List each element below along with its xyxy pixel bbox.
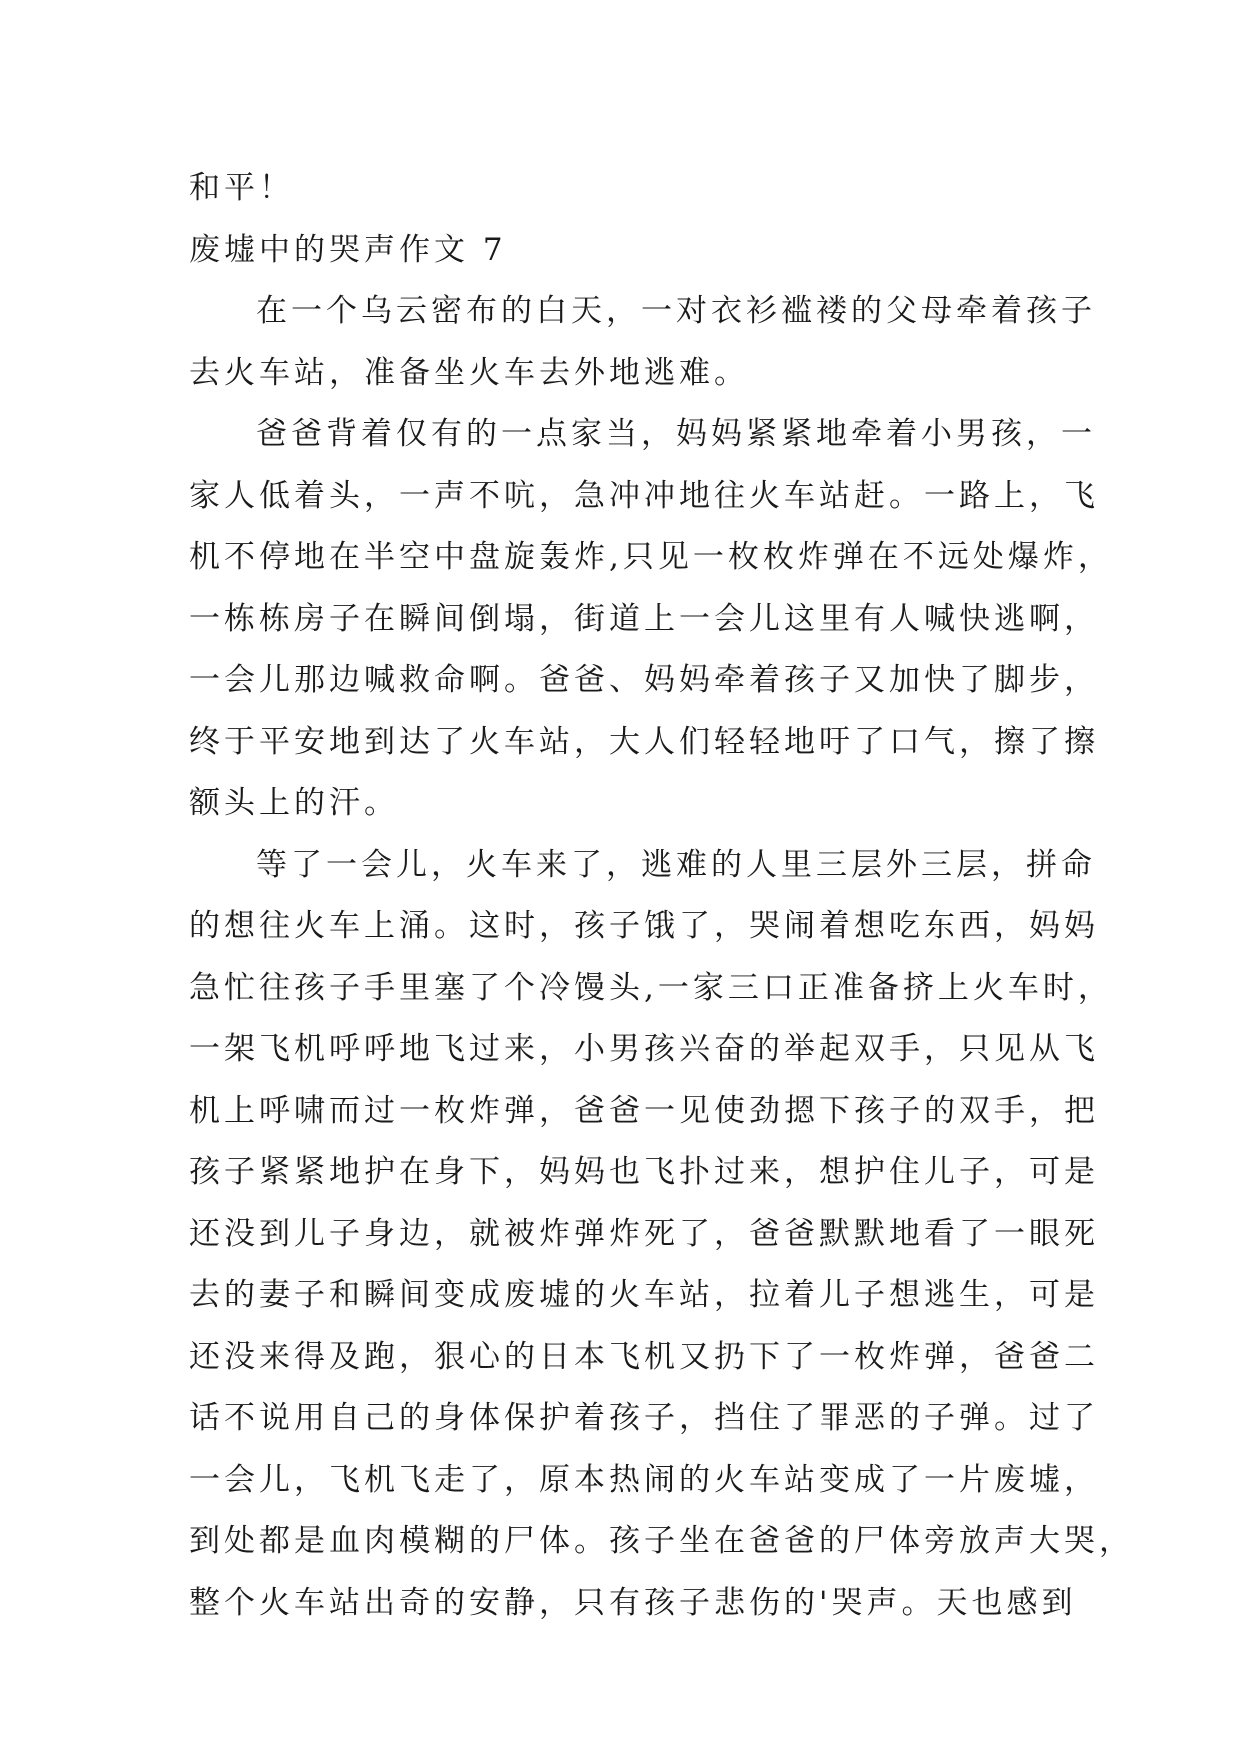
text-line: 家人低着头，一声不吭，急冲冲地往火车站赶。一路上，飞 [189, 477, 1099, 514]
text-line: 去火车站，准备坐火车去外地逃难。 [189, 354, 749, 391]
document-body [189, 158, 1134, 1634]
text-line: 一会儿，飞机飞走了，原本热闹的火车站变成了一片废墟， [189, 1461, 1099, 1498]
text-line: 等了一会儿，火车来了，逃难的人里三层外三层，拼命 [256, 846, 1096, 883]
text-line: 还没到儿子身边，就被炸弹炸死了，爸爸默默地看了一眼死 [189, 1215, 1099, 1252]
text-line: 爸爸背着仅有的一点家当，妈妈紧紧地牵着小男孩，一 [256, 416, 1096, 452]
text-line: 孩子紧紧地护在身下，妈妈也飞扑过来，想护住儿子，可是 [189, 1154, 1099, 1190]
text-line: 和平！ [189, 170, 294, 206]
text-line: 整个火车站出奇的安静，只有孩子悲伤的'哭声。天也感到 [189, 1584, 1077, 1621]
text-line: 的想往火车上涌。这时，孩子饿了，哭闹着想吃东西，妈妈 [189, 908, 1099, 944]
text-line: 一栋栋房子在瞬间倒塌，街道上一会儿这里有人喊快逃啊， [189, 600, 1099, 637]
document-title: 废墟中的哭声作文 7 [189, 231, 507, 268]
text-line: 额头上的汗。 [189, 785, 399, 821]
text-line: 终于平安地到达了火车站，大人们轻轻地吁了口气，擦了擦 [189, 723, 1099, 760]
text-line: 去的妻子和瞬间变成废墟的火车站，拉着儿子想逃生，可是 [189, 1277, 1099, 1313]
text-line: 还没来得及跑，狠心的日本飞机又扔下了一枚炸弹，爸爸二 [189, 1338, 1099, 1375]
text-line: 机上呼啸而过一枚炸弹，爸爸一见使劲摁下孩子的双手，把 [189, 1092, 1099, 1129]
text-line: 在一个乌云密布的白天，一对衣衫褴褛的父母牵着孩子 [256, 293, 1096, 329]
text-line: 机不停地在半空中盘旋轰炸,只见一枚枚炸弹在不远处爆炸， [189, 539, 1113, 575]
text-line: 一会儿那边喊救命啊。爸爸、妈妈牵着孩子又加快了脚步， [189, 662, 1099, 698]
text-line: 急忙往孩子手里塞了个冷馒头,一家三口正准备挤上火车时， [189, 969, 1113, 1006]
text-line: 一架飞机呼呼地飞过来，小男孩兴奋的举起双手，只见从飞 [189, 1031, 1099, 1067]
text-line: 到处都是血肉模糊的尸体。孩子坐在爸爸的尸体旁放声大哭， [189, 1523, 1134, 1559]
text-line: 话不说用自己的身体保护着孩子，挡住了罪恶的子弹。过了 [189, 1400, 1099, 1436]
